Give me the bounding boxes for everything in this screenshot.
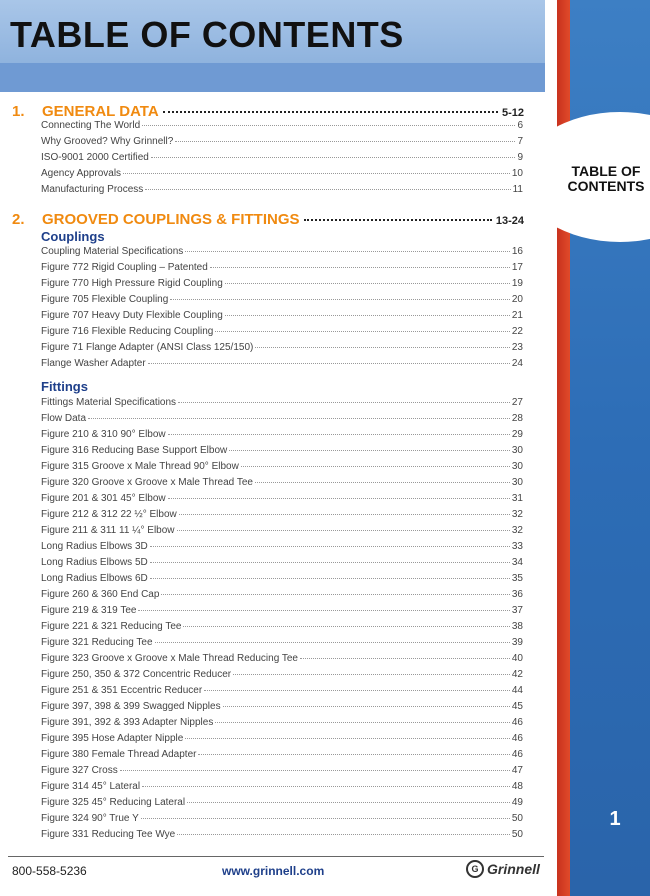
section-pages: 5-12	[501, 107, 524, 119]
header-band	[0, 0, 545, 92]
toc-entry-page: 46	[511, 733, 523, 744]
footer-divider	[8, 856, 544, 857]
dot-leader	[168, 434, 510, 435]
toc-entry-label: Long Radius Elbows 5D	[41, 557, 148, 568]
toc-entry-label: Figure 314 45° Lateral	[41, 781, 141, 792]
dot-leader	[183, 626, 509, 627]
toc-entry-label: Figure 212 & 312 22 ½° Elbow	[41, 509, 177, 520]
toc-entry[interactable]	[41, 765, 523, 781]
toc-entry-page: 17	[511, 262, 523, 273]
toc-entry-label: Figure 327 Cross	[41, 765, 118, 776]
dot-leader	[255, 347, 510, 348]
toc-entry[interactable]	[41, 278, 523, 294]
toc-entry-page: 50	[511, 813, 523, 824]
dot-leader	[215, 722, 510, 723]
toc-entry-label: Figure 201 & 301 45° Elbow	[41, 493, 166, 504]
toc-entry[interactable]	[41, 541, 523, 557]
toc-entry-label: Figure 380 Female Thread Adapter	[41, 749, 197, 760]
toc-entry-label: Figure 320 Groove x Groove x Male Thread Tee	[41, 477, 253, 488]
toc-entry-label: Figure 395 Hose Adapter Nipple	[41, 733, 184, 744]
side-tab-label-line1: TABLE OF	[571, 163, 641, 179]
dot-leader	[185, 738, 510, 739]
toc-entry[interactable]	[41, 152, 523, 168]
dot-leader	[241, 466, 510, 467]
toc-entry-page: 42	[511, 669, 523, 680]
dot-leader	[161, 594, 509, 595]
toc-entry-label: Long Radius Elbows 6D	[41, 573, 148, 584]
toc-entry-label: Figure 324 90° True Y	[41, 813, 139, 824]
toc-entry-label: Figure 219 & 319 Tee	[41, 605, 137, 616]
toc-entry[interactable]	[41, 445, 523, 461]
toc-entry[interactable]	[41, 589, 523, 605]
toc-entry-label: Connecting The World	[41, 120, 141, 131]
toc-entry-label: Agency Approvals	[41, 168, 122, 179]
dot-leader	[88, 418, 510, 419]
toc-entry[interactable]	[41, 797, 523, 813]
footer-phone: 800-558-5236	[12, 864, 87, 878]
section-pages: 13-24	[495, 215, 524, 227]
dot-leader	[142, 125, 515, 126]
toc-entry[interactable]	[41, 342, 523, 358]
toc-entry-page: 30	[511, 477, 523, 488]
dot-leader	[138, 610, 509, 611]
toc-entry-label: Figure 323 Groove x Groove x Male Thread Reducing Tee	[41, 653, 298, 664]
grinnell-logo-text: Grinnell	[487, 861, 540, 877]
toc-entry-page: 20	[511, 294, 523, 305]
toc-entry-page: 21	[511, 310, 523, 321]
grinnell-logo	[466, 860, 540, 878]
toc-entry-page: 28	[511, 413, 523, 424]
toc-entry-label: Figure 250, 350 & 372 Concentric Reducer	[41, 669, 232, 680]
toc-entry-page: 7	[517, 136, 523, 147]
toc-entry-label: Figure 211 & 311 11 ¼° Elbow	[41, 525, 175, 536]
dot-leader	[300, 658, 510, 659]
dot-leader	[151, 157, 516, 158]
toc-entry-label: ISO-9001 2000 Certified	[41, 152, 149, 163]
dot-leader	[148, 363, 510, 364]
toc-entry[interactable]	[41, 637, 523, 653]
toc-entry[interactable]	[41, 184, 523, 200]
toc-entry-label: Manufacturing Process	[41, 184, 144, 195]
section-number: 1.	[12, 103, 25, 120]
toc-entry[interactable]	[41, 310, 523, 326]
dot-leader	[215, 331, 510, 332]
toc-entry[interactable]	[41, 120, 523, 136]
toc-entry[interactable]	[41, 294, 523, 310]
side-tab-label	[566, 164, 646, 194]
dot-leader	[304, 219, 492, 221]
toc-entry[interactable]	[41, 262, 523, 278]
toc-entry-page: 22	[511, 326, 523, 337]
grinnell-logo-icon: G	[466, 860, 484, 878]
toc-entry-page: 49	[511, 797, 523, 808]
toc-entry-label: Figure 325 45° Reducing Lateral	[41, 797, 186, 808]
toc-entry[interactable]	[41, 557, 523, 573]
toc-entry-page: 11	[512, 184, 523, 195]
toc-entry[interactable]	[41, 509, 523, 525]
toc-entry[interactable]	[41, 461, 523, 477]
toc-entry-label: Figure 71 Flange Adapter (ANSI Class 125/150)	[41, 342, 254, 353]
toc-entry-label: Figure 260 & 360 End Cap	[41, 589, 160, 600]
toc-entry-label: Figure 770 High Pressure Rigid Coupling	[41, 278, 223, 289]
dot-leader	[175, 141, 515, 142]
toc-entry[interactable]	[41, 749, 523, 765]
toc-entry[interactable]	[41, 685, 523, 701]
toc-entry-label: Figure 705 Flexible Coupling	[41, 294, 169, 305]
footer-website-link[interactable]: www.grinnell.com	[222, 864, 325, 878]
toc-entry-page: 29	[511, 429, 523, 440]
toc-entry-page: 30	[511, 445, 523, 456]
toc-entry[interactable]	[41, 413, 523, 429]
toc-entry-page: 44	[511, 685, 523, 696]
toc-entry-page: 30	[511, 461, 523, 472]
toc-entry-label: Flange Washer Adapter	[41, 358, 146, 369]
dot-leader	[177, 834, 510, 835]
dot-leader	[177, 530, 510, 531]
toc-entry-page: 24	[511, 358, 523, 369]
dot-leader	[185, 251, 510, 252]
toc-entry[interactable]	[41, 493, 523, 509]
dot-leader	[179, 514, 510, 515]
toc-entry[interactable]	[41, 397, 523, 413]
dot-leader	[229, 450, 510, 451]
dot-leader	[150, 546, 510, 547]
toc-entry-page: 46	[511, 717, 523, 728]
toc-entry-page: 19	[511, 278, 523, 289]
toc-entry[interactable]	[41, 669, 523, 685]
toc-entry[interactable]	[41, 733, 523, 749]
toc-entry-page: 48	[511, 781, 523, 792]
dot-leader	[120, 770, 510, 771]
toc-entry-page: 46	[511, 749, 523, 760]
toc-entry-label: Figure 397, 398 & 399 Swagged Nipples	[41, 701, 221, 712]
toc-entry-page: 6	[517, 120, 523, 131]
dot-leader	[142, 786, 510, 787]
toc-entry-label: Figure 315 Groove x Male Thread 90° Elbow	[41, 461, 239, 472]
header-bottom-band	[0, 63, 545, 92]
toc-entry-label: Figure 316 Reducing Base Support Elbow	[41, 445, 228, 456]
toc-entry-page: 34	[511, 557, 523, 568]
subsection-title-fittings: Fittings	[41, 379, 88, 394]
dot-leader	[168, 498, 510, 499]
dot-leader	[123, 173, 510, 174]
toc-entry[interactable]	[41, 429, 523, 445]
toc-entry-label: Figure 321 Reducing Tee	[41, 637, 153, 648]
section-title: GROOVED COUPLINGS & FITTINGS	[42, 211, 300, 228]
toc-entry-label: Figure 210 & 310 90° Elbow	[41, 429, 166, 440]
toc-entry-page: 23	[511, 342, 523, 353]
toc-entry-label: Figure 707 Heavy Duty Flexible Coupling	[41, 310, 223, 321]
section-heading-general-data[interactable]	[12, 103, 524, 121]
toc-entry[interactable]	[41, 781, 523, 797]
dot-leader	[223, 706, 510, 707]
dot-leader	[210, 267, 510, 268]
toc-entry[interactable]	[41, 477, 523, 493]
toc-entry[interactable]	[41, 326, 523, 342]
dot-leader	[198, 754, 509, 755]
toc-entry-label: Coupling Material Specifications	[41, 246, 184, 257]
toc-entry-page: 50	[511, 829, 523, 840]
dot-leader	[163, 111, 498, 113]
page-number: 1	[609, 808, 621, 830]
toc-entry-page: 39	[511, 637, 523, 648]
toc-entry[interactable]	[41, 358, 523, 374]
toc-entry-page: 36	[511, 589, 523, 600]
section-title: GENERAL DATA	[42, 103, 159, 120]
dot-leader	[204, 690, 510, 691]
toc-entry-label: Figure 331 Reducing Tee Wye	[41, 829, 176, 840]
toc-entry-page: 9	[517, 152, 523, 163]
toc-entry-label: Long Radius Elbows 3D	[41, 541, 148, 552]
toc-entry-page: 47	[511, 765, 523, 776]
toc-entry-label: Figure 251 & 351 Eccentric Reducer	[41, 685, 203, 696]
couplings-entries	[41, 246, 523, 374]
section-heading-grooved-couplings[interactable]	[12, 211, 524, 229]
general-data-entries	[41, 120, 523, 200]
dot-leader	[170, 299, 510, 300]
fittings-entries	[41, 397, 523, 845]
dot-leader	[187, 802, 510, 803]
toc-entry-page: 16	[511, 246, 523, 257]
toc-entry-page: 32	[511, 509, 523, 520]
toc-entry-page: 37	[511, 605, 523, 616]
toc-entry[interactable]	[41, 701, 523, 717]
toc-entry[interactable]	[41, 829, 523, 845]
toc-entry[interactable]	[41, 168, 523, 184]
toc-entry-label: Figure 391, 392 & 393 Adapter Nipples	[41, 717, 214, 728]
toc-entry-page: 40	[511, 653, 523, 664]
toc-entry[interactable]	[41, 717, 523, 733]
toc-entry[interactable]	[41, 525, 523, 541]
dot-leader	[255, 482, 510, 483]
dot-leader	[141, 818, 510, 819]
toc-entry[interactable]	[41, 621, 523, 637]
toc-entry[interactable]	[41, 136, 523, 152]
toc-entry-page: 38	[511, 621, 523, 632]
dot-leader	[233, 674, 510, 675]
toc-entry-label: Figure 221 & 321 Reducing Tee	[41, 621, 182, 632]
toc-entry[interactable]	[41, 246, 523, 262]
page-title: TABLE OF CONTENTS	[10, 14, 404, 55]
dot-leader	[145, 189, 510, 190]
toc-entry-label: Fittings Material Specifications	[41, 397, 177, 408]
toc-entry[interactable]	[41, 573, 523, 589]
toc-entry-page: 45	[511, 701, 523, 712]
subsection-title-couplings: Couplings	[41, 229, 105, 244]
dot-leader	[155, 642, 510, 643]
toc-entry-page: 33	[511, 541, 523, 552]
toc-entry-page: 32	[511, 525, 523, 536]
toc-entry[interactable]	[41, 813, 523, 829]
dot-leader	[178, 402, 510, 403]
toc-entry-page: 27	[511, 397, 523, 408]
toc-entry-label: Figure 716 Flexible Reducing Coupling	[41, 326, 214, 337]
dot-leader	[225, 315, 510, 316]
toc-entry-label: Figure 772 Rigid Coupling – Patented	[41, 262, 208, 273]
toc-entry-label: Why Grooved? Why Grinnell?	[41, 136, 174, 147]
toc-entry-label: Flow Data	[41, 413, 87, 424]
toc-entry[interactable]	[41, 605, 523, 621]
dot-leader	[150, 578, 510, 579]
side-tab-label-line2: CONTENTS	[567, 178, 645, 194]
dot-leader	[225, 283, 510, 284]
toc-entry[interactable]	[41, 653, 523, 669]
dot-leader	[150, 562, 510, 563]
section-number: 2.	[12, 211, 25, 228]
toc-entry-page: 31	[511, 493, 523, 504]
toc-entry-page: 35	[511, 573, 523, 584]
toc-entry-page: 10	[511, 168, 523, 179]
